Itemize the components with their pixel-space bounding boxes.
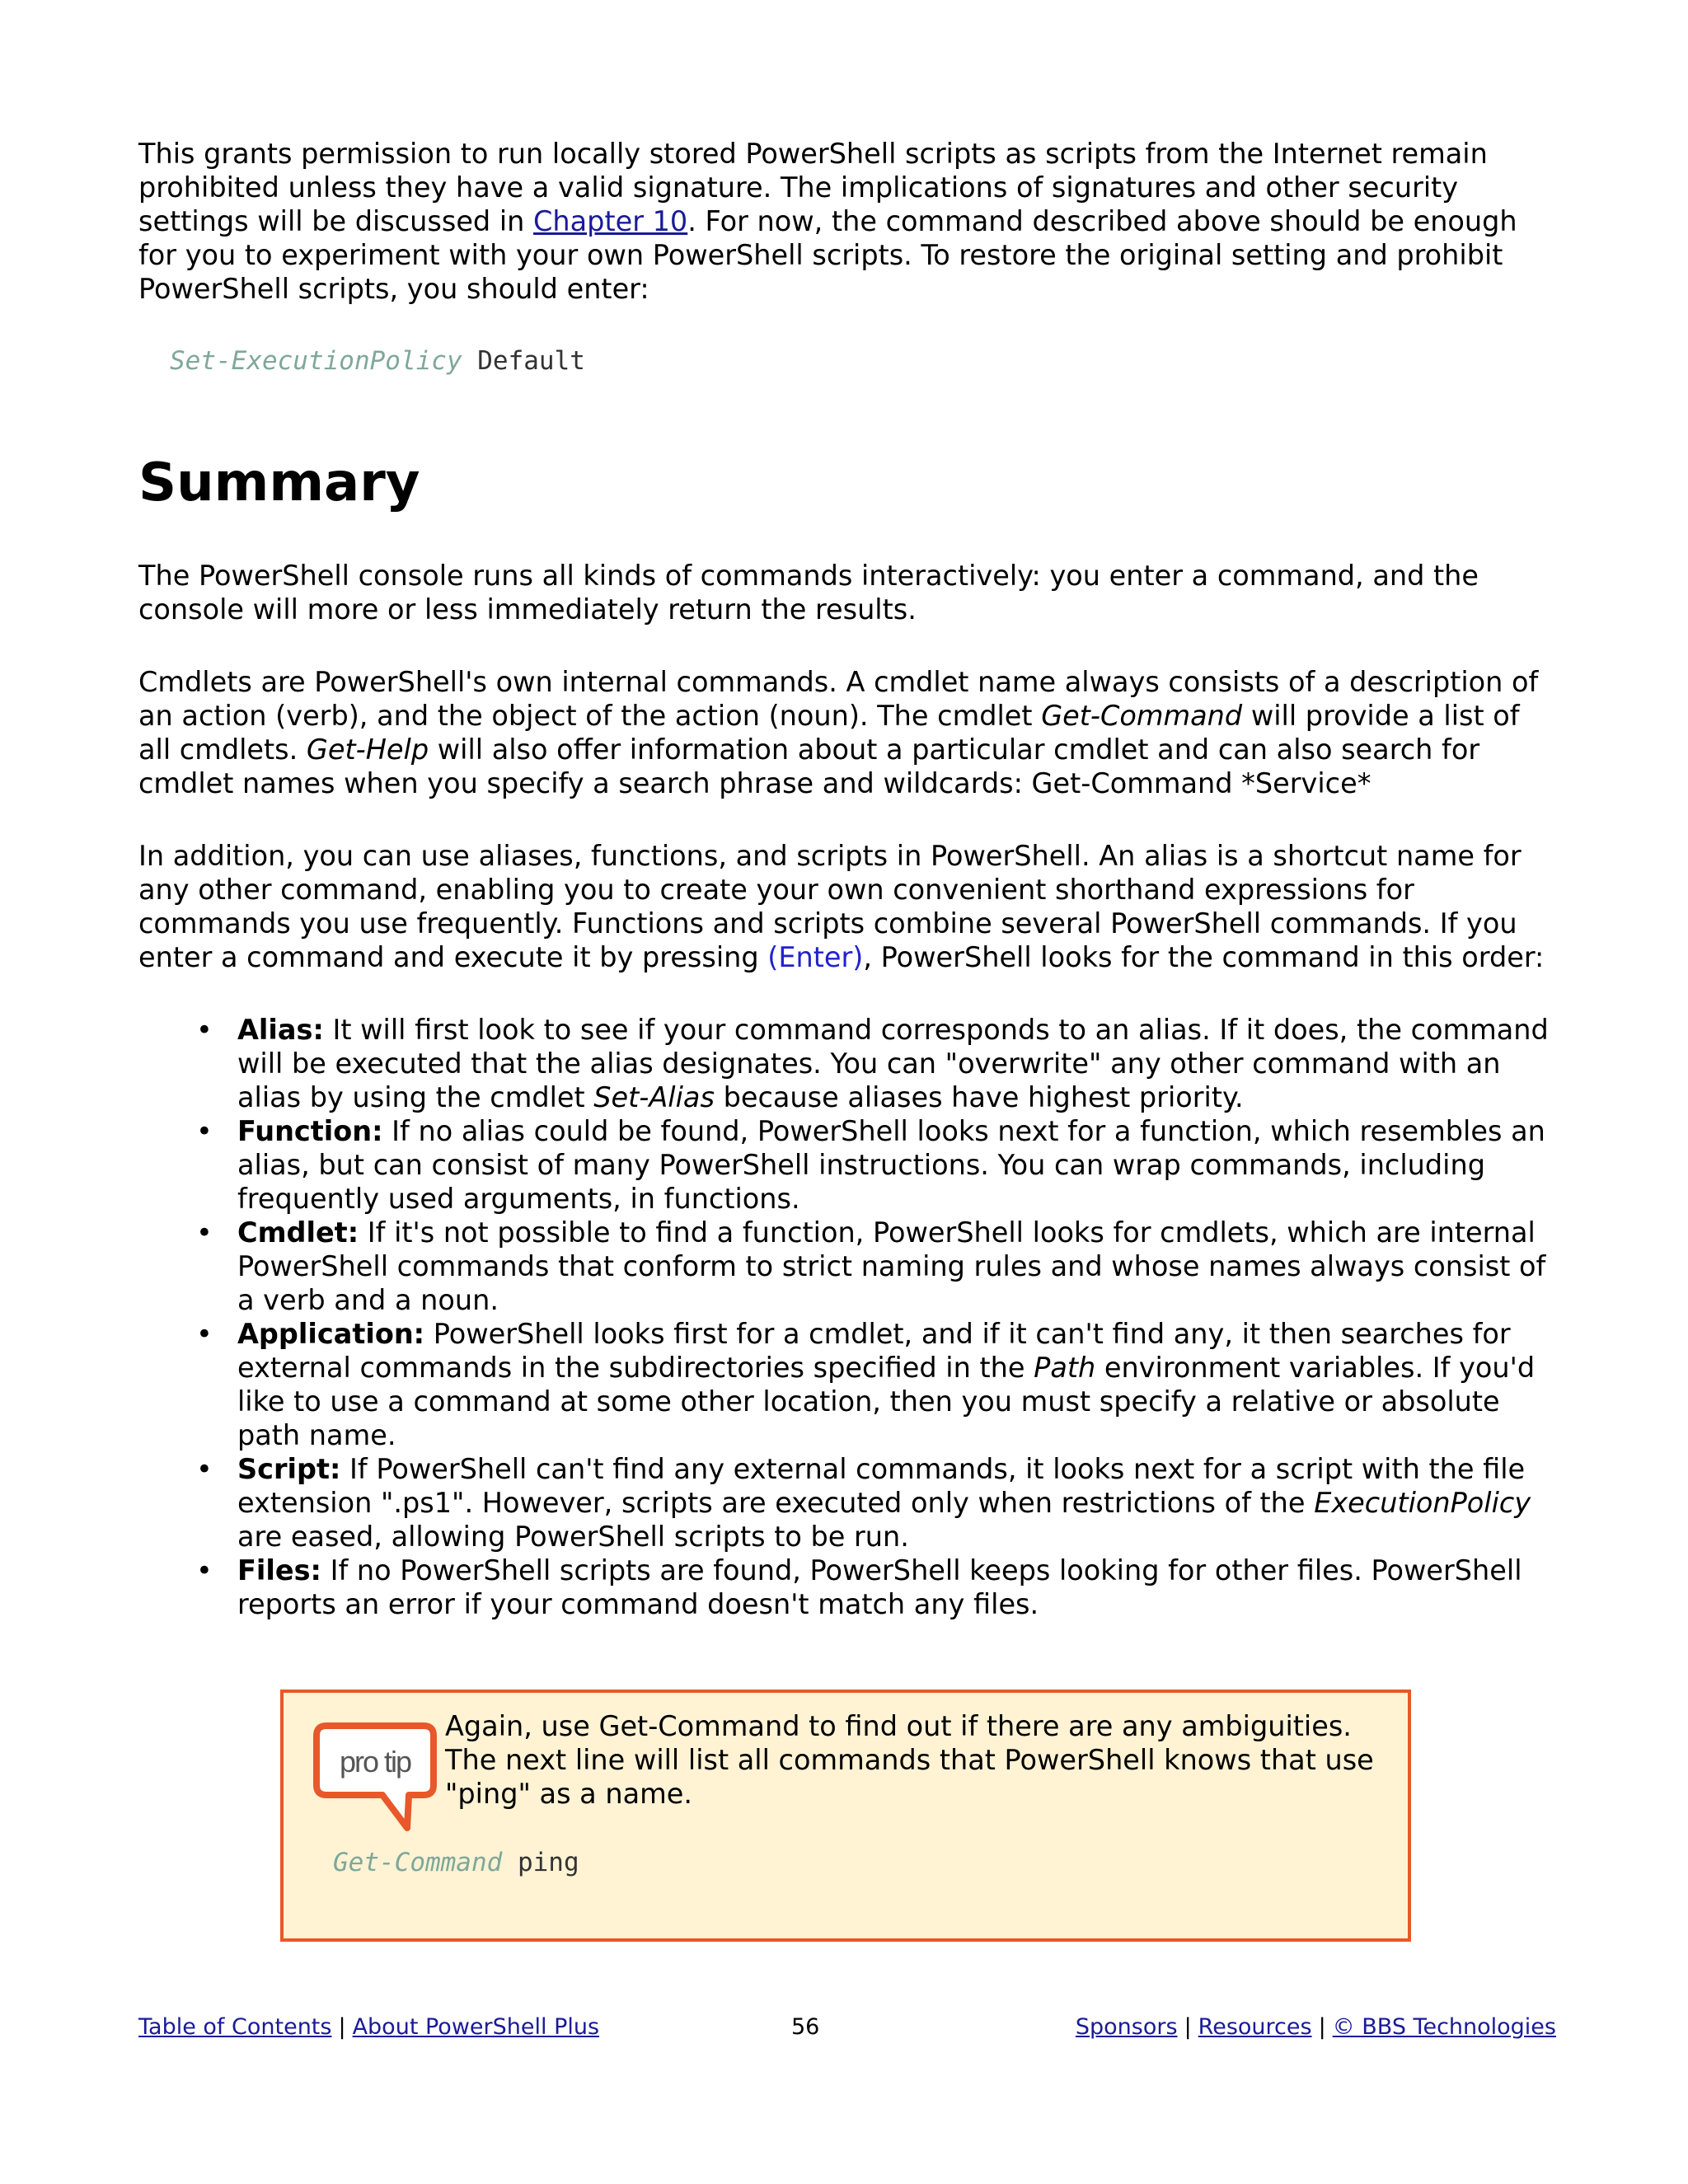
page-footer <box>138 2011 1556 2044</box>
page-number: 56 <box>791 2014 820 2040</box>
sponsors-link[interactable]: Sponsors <box>1075 2014 1178 2040</box>
list-item-application: • Application: PowerShell looks first for a cmdlet, and if it can't find any, it then searches for external commands in the subdirectories specified in the Path environment variables. If you'd like to use a command at some other location, then you must specify a relative or absolute path name. <box>196 1318 1536 1451</box>
bbs-technologies-link[interactable]: © BBS Technologies <box>1332 2014 1556 2040</box>
pro-tip-badge-label: pro tip <box>339 1745 411 1779</box>
list-item-files: • Files: If no PowerShell scripts are found, PowerShell keeps looking for other files. PowerShell reports an error if your command doesn't match any files. <box>196 1554 1522 1620</box>
code-get-command-ping: Get-Command ping <box>333 1848 579 1877</box>
list-item-alias: • Alias: It will first look to see if your command corresponds to an alias. If it does, the command will be executed that the alias designates. You can "overwrite" any other command with an alias by using the cmdlet Set-Alias because aliases have highest priority. <box>196 1014 1549 1113</box>
summary-heading: Summary <box>138 452 420 513</box>
pro-tip-icon <box>312 1721 438 1831</box>
summary-paragraph-2: Cmdlets are PowerShell's own internal commands. A cmdlet name always consists of a description of an action (verb), and the object of the action (noun). The cmdlet Get-Command will provide a list of all cmdlets. Get-Help will also offer information about a particular cmdlet and can also search for cmdlet names when you specify a search phrase and wildcards: Get-Command *Service* <box>138 666 1539 799</box>
table-of-contents-link[interactable]: Table of Contents <box>138 2014 332 2040</box>
about-powershell-plus-link[interactable]: About PowerShell Plus <box>352 2014 600 2040</box>
footer-right-links: Sponsors | Resources | © BBS Technologies <box>1075 2014 1556 2040</box>
chapter-10-link[interactable]: Chapter 10 <box>533 205 688 237</box>
command-order-list <box>138 1013 1556 1621</box>
summary-paragraph-1: The PowerShell console runs all kinds of commands interactively: you enter a command, and the console will more or less immediately return the results. <box>138 560 1479 626</box>
main-content <box>138 137 1556 1621</box>
summary-paragraph-3: In addition, you can use aliases, functions, and scripts in PowerShell. An alias is a shortcut name for any other command, enabling you to create your own convenient shorthand expressions for commands you use frequently. Functions and scripts combine several PowerShell commands. If you enter a command and execute it by pressing (Enter), PowerShell looks for the command in this order: <box>138 840 1545 973</box>
code-set-executionpolicy: Set-ExecutionPolicy Default <box>170 346 585 376</box>
resources-link[interactable]: Resources <box>1198 2014 1312 2040</box>
pro-tip-text: Again, use Get-Command to find out if there are any ambiguities. The next line will list all commands that PowerShell knows that use "ping" as a name. <box>445 1710 1374 1810</box>
enter-key: (Enter) <box>767 941 864 973</box>
intro-paragraph: This grants permission to run locally stored PowerShell scripts as scripts from the Internet remain prohibited unless they have a valid signature. The implications of signatures and other security settings will be discussed in Chapter 10. For now, the command described above should be enough for you to experiment with your own PowerShell scripts. To restore the original setting and prohibit PowerShell scripts, you should enter: <box>138 138 1517 305</box>
list-item-script: • Script: If PowerShell can't find any external commands, it looks next for a script with the file extension ".ps1". However, scripts are executed only when restrictions of the ExecutionPolicy are eased, allowing PowerShell scripts to be run. <box>196 1453 1531 1553</box>
list-item-cmdlet: • Cmdlet: If it's not possible to find a function, PowerShell looks for cmdlets, which are internal PowerShell commands that conform to strict naming rules and whose names always consist of a verb and a noun. <box>196 1216 1546 1316</box>
list-item-function: • Function: If no alias could be found, PowerShell looks next for a function, which resembles an alias, but can consist of many PowerShell instructions. You can wrap commands, including frequently used arguments, in functions. <box>196 1115 1545 1215</box>
footer-left-links: Table of Contents | About PowerShell Plus <box>138 2014 600 2040</box>
pro-tip-box <box>280 1690 1411 1942</box>
